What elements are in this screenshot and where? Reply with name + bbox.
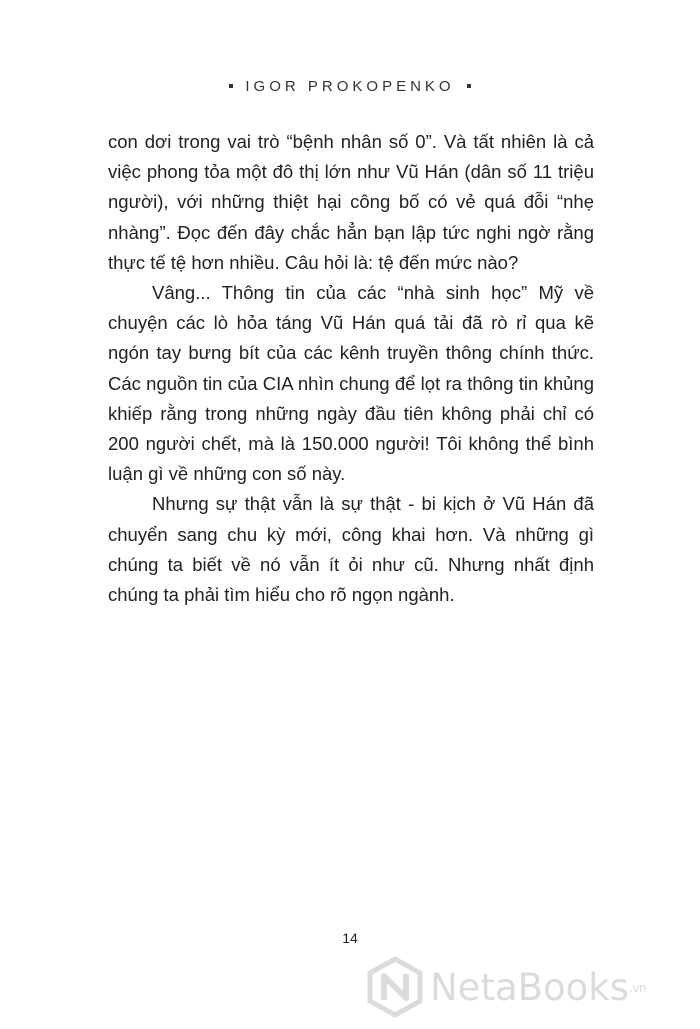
paragraph-2: Vâng... Thông tin của các “nhà sinh học” Mỹ về chuyện các lò hỏa táng Vũ Hán quá tải đã rò rỉ qua kẽ ngón tay bưng bít của các kênh truyền thông chính thức. Các nguồn tin của CIA nhìn chung để lọt ra thông tin khủng khiếp rằng trong những ngày đầu tiên không phải chỉ có 200 người chết, mà là 150.000 người! Tôi không thể bình luận gì về những con số này. bbox=[108, 282, 594, 485]
body-text bbox=[108, 127, 594, 610]
header-dot-right bbox=[467, 84, 471, 88]
header-dot-left bbox=[229, 84, 233, 88]
author-name: IGOR PROKOPENKO bbox=[245, 78, 455, 95]
watermark-brand: NetaBooks bbox=[430, 965, 629, 1009]
running-header bbox=[0, 78, 700, 95]
page-number: 14 bbox=[342, 930, 358, 946]
paragraph-3: Nhưng sự thật vẫn là sự thật - bi kịch ở Vũ Hán đã chuyển sang chu kỳ mới, công khai hơn. Và những gì chúng ta biết về nó vẫn ít ỏi như cũ. Nhưng nhất định chúng ta phải tìm hiểu cho rõ ngọn ngành. bbox=[108, 493, 594, 606]
netabooks-logo-icon bbox=[366, 956, 424, 1018]
watermark-suffix: .vn bbox=[628, 979, 647, 995]
paragraph-1: con dơi trong vai trò “bệnh nhân số 0”. Và tất nhiên là cả việc phong tỏa một đô thị lớn như Vũ Hán (dân số 11 triệu người), với những thiệt hại công bố có vẻ quá đỗi “nhẹ nhàng”. Đọc đến đây chắc hẳn bạn lập tức nghi ngờ rằng thực tế tệ hơn nhiều. Câu hỏi là: tệ đến mức nào? bbox=[108, 131, 594, 273]
watermark bbox=[366, 950, 700, 1024]
